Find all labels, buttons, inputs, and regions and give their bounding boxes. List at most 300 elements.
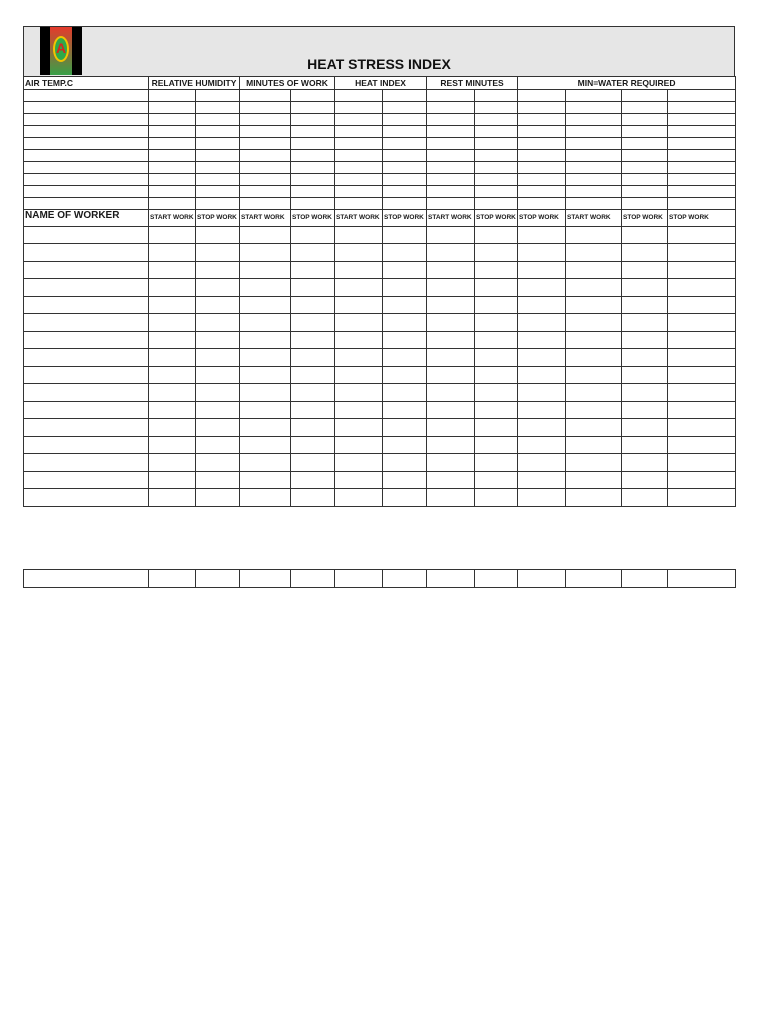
worker-cell[interactable]: [383, 349, 427, 367]
summary-cell[interactable]: [196, 570, 240, 588]
worker-cell[interactable]: [240, 244, 291, 262]
worker-cell[interactable]: [196, 384, 240, 402]
condition-cell[interactable]: [622, 90, 668, 102]
worker-cell[interactable]: [335, 437, 383, 454]
worker-cell[interactable]: [240, 332, 291, 349]
summary-cell[interactable]: [335, 570, 383, 588]
condition-cell[interactable]: [240, 150, 291, 162]
condition-cell[interactable]: [518, 114, 566, 126]
worker-cell[interactable]: [335, 297, 383, 314]
summary-cell[interactable]: [427, 570, 475, 588]
worker-cell[interactable]: [335, 367, 383, 384]
worker-cell[interactable]: [566, 332, 622, 349]
worker-cell[interactable]: [668, 279, 736, 297]
condition-cell[interactable]: [196, 162, 240, 174]
worker-cell[interactable]: [240, 279, 291, 297]
condition-cell[interactable]: [668, 126, 736, 138]
condition-cell[interactable]: [518, 138, 566, 150]
worker-cell[interactable]: [196, 244, 240, 262]
worker-cell[interactable]: [427, 472, 475, 489]
worker-cell[interactable]: [622, 367, 668, 384]
condition-cell[interactable]: [566, 114, 622, 126]
worker-cell[interactable]: [240, 402, 291, 419]
worker-cell[interactable]: [427, 262, 475, 279]
condition-cell[interactable]: [566, 186, 622, 198]
worker-cell-first[interactable]: [24, 332, 149, 349]
condition-cell[interactable]: [240, 138, 291, 150]
worker-cell[interactable]: [622, 227, 668, 244]
condition-cell[interactable]: [240, 126, 291, 138]
worker-cell[interactable]: [475, 437, 518, 454]
condition-cell[interactable]: [383, 186, 427, 198]
condition-cell[interactable]: [149, 138, 196, 150]
condition-cell[interactable]: [566, 150, 622, 162]
condition-cell[interactable]: [427, 162, 475, 174]
worker-cell-first[interactable]: [24, 472, 149, 489]
worker-cell[interactable]: [196, 332, 240, 349]
condition-cell[interactable]: [335, 150, 383, 162]
worker-cell[interactable]: [149, 262, 196, 279]
worker-cell[interactable]: [149, 314, 196, 332]
condition-cell[interactable]: [196, 126, 240, 138]
condition-cell[interactable]: [291, 138, 335, 150]
worker-cell[interactable]: [196, 297, 240, 314]
worker-cell[interactable]: [668, 419, 736, 437]
worker-cell[interactable]: [427, 419, 475, 437]
worker-cell[interactable]: [566, 262, 622, 279]
condition-cell[interactable]: [566, 90, 622, 102]
worker-cell[interactable]: [668, 489, 736, 507]
worker-cell[interactable]: [240, 472, 291, 489]
condition-cell-first[interactable]: [24, 162, 149, 174]
worker-cell-first[interactable]: [24, 227, 149, 244]
worker-cell[interactable]: [335, 227, 383, 244]
worker-cell[interactable]: [149, 489, 196, 507]
worker-cell[interactable]: [291, 384, 335, 402]
worker-cell[interactable]: [427, 489, 475, 507]
condition-cell[interactable]: [475, 90, 518, 102]
condition-cell[interactable]: [427, 102, 475, 114]
worker-cell[interactable]: [566, 384, 622, 402]
condition-cell[interactable]: [427, 138, 475, 150]
summary-cell[interactable]: [518, 570, 566, 588]
worker-cell[interactable]: [291, 367, 335, 384]
worker-cell[interactable]: [240, 437, 291, 454]
condition-cell-first[interactable]: [24, 138, 149, 150]
condition-cell[interactable]: [383, 126, 427, 138]
worker-cell[interactable]: [622, 349, 668, 367]
condition-cell[interactable]: [291, 90, 335, 102]
worker-cell-first[interactable]: [24, 489, 149, 507]
condition-cell[interactable]: [518, 186, 566, 198]
worker-cell[interactable]: [668, 349, 736, 367]
condition-cell[interactable]: [196, 186, 240, 198]
condition-cell-first[interactable]: [24, 102, 149, 114]
worker-cell[interactable]: [668, 297, 736, 314]
worker-cell[interactable]: [475, 297, 518, 314]
worker-cell[interactable]: [149, 402, 196, 419]
worker-cell[interactable]: [518, 349, 566, 367]
condition-cell[interactable]: [335, 162, 383, 174]
worker-cell[interactable]: [335, 384, 383, 402]
worker-cell[interactable]: [335, 454, 383, 472]
condition-cell[interactable]: [475, 162, 518, 174]
summary-cell[interactable]: [622, 570, 668, 588]
condition-cell[interactable]: [622, 126, 668, 138]
worker-cell[interactable]: [668, 367, 736, 384]
worker-cell[interactable]: [335, 489, 383, 507]
worker-cell[interactable]: [291, 472, 335, 489]
condition-cell[interactable]: [668, 114, 736, 126]
condition-cell[interactable]: [149, 174, 196, 186]
worker-cell[interactable]: [518, 419, 566, 437]
condition-cell[interactable]: [566, 174, 622, 186]
condition-cell[interactable]: [475, 186, 518, 198]
worker-cell[interactable]: [518, 314, 566, 332]
condition-cell[interactable]: [149, 162, 196, 174]
worker-cell[interactable]: [383, 314, 427, 332]
worker-cell[interactable]: [383, 262, 427, 279]
condition-cell[interactable]: [518, 198, 566, 210]
condition-cell[interactable]: [335, 186, 383, 198]
condition-cell[interactable]: [149, 198, 196, 210]
condition-cell[interactable]: [335, 138, 383, 150]
condition-cell[interactable]: [622, 198, 668, 210]
worker-cell[interactable]: [335, 419, 383, 437]
summary-cell-first[interactable]: [24, 570, 149, 588]
worker-cell[interactable]: [196, 454, 240, 472]
worker-cell[interactable]: [518, 279, 566, 297]
summary-cell[interactable]: [475, 570, 518, 588]
worker-cell[interactable]: [149, 227, 196, 244]
condition-cell[interactable]: [291, 162, 335, 174]
condition-cell[interactable]: [518, 126, 566, 138]
worker-cell[interactable]: [622, 489, 668, 507]
worker-cell[interactable]: [291, 297, 335, 314]
worker-cell[interactable]: [427, 402, 475, 419]
condition-cell[interactable]: [518, 90, 566, 102]
worker-cell[interactable]: [196, 437, 240, 454]
worker-cell[interactable]: [335, 402, 383, 419]
condition-cell[interactable]: [518, 150, 566, 162]
condition-cell-first[interactable]: [24, 198, 149, 210]
worker-cell-first[interactable]: [24, 349, 149, 367]
worker-cell[interactable]: [622, 279, 668, 297]
condition-cell[interactable]: [427, 126, 475, 138]
condition-cell[interactable]: [668, 138, 736, 150]
condition-cell[interactable]: [383, 114, 427, 126]
worker-cell[interactable]: [518, 402, 566, 419]
worker-cell[interactable]: [475, 262, 518, 279]
worker-cell[interactable]: [518, 454, 566, 472]
condition-cell[interactable]: [335, 90, 383, 102]
worker-cell[interactable]: [622, 297, 668, 314]
worker-cell[interactable]: [518, 262, 566, 279]
summary-cell[interactable]: [240, 570, 291, 588]
worker-cell[interactable]: [475, 454, 518, 472]
worker-cell[interactable]: [622, 314, 668, 332]
condition-cell[interactable]: [196, 138, 240, 150]
condition-cell[interactable]: [240, 174, 291, 186]
condition-cell[interactable]: [622, 138, 668, 150]
condition-cell[interactable]: [196, 90, 240, 102]
worker-cell[interactable]: [149, 279, 196, 297]
condition-cell[interactable]: [383, 162, 427, 174]
worker-cell[interactable]: [668, 227, 736, 244]
worker-cell[interactable]: [566, 244, 622, 262]
worker-cell[interactable]: [291, 419, 335, 437]
worker-cell[interactable]: [383, 419, 427, 437]
worker-cell[interactable]: [196, 349, 240, 367]
worker-cell[interactable]: [335, 314, 383, 332]
worker-cell[interactable]: [149, 244, 196, 262]
worker-cell[interactable]: [383, 279, 427, 297]
worker-cell[interactable]: [668, 402, 736, 419]
condition-cell-first[interactable]: [24, 174, 149, 186]
condition-cell[interactable]: [566, 198, 622, 210]
worker-cell[interactable]: [475, 367, 518, 384]
condition-cell[interactable]: [196, 102, 240, 114]
condition-cell[interactable]: [622, 186, 668, 198]
worker-cell[interactable]: [335, 332, 383, 349]
worker-cell[interactable]: [668, 262, 736, 279]
worker-cell[interactable]: [240, 367, 291, 384]
worker-cell[interactable]: [668, 437, 736, 454]
condition-cell[interactable]: [291, 150, 335, 162]
condition-cell[interactable]: [475, 114, 518, 126]
worker-cell-first[interactable]: [24, 384, 149, 402]
worker-cell[interactable]: [622, 437, 668, 454]
worker-cell-first[interactable]: [24, 437, 149, 454]
worker-cell[interactable]: [240, 454, 291, 472]
condition-cell[interactable]: [240, 114, 291, 126]
condition-cell[interactable]: [668, 174, 736, 186]
worker-cell[interactable]: [149, 367, 196, 384]
worker-cell[interactable]: [240, 489, 291, 507]
worker-cell-first[interactable]: [24, 367, 149, 384]
condition-cell[interactable]: [622, 102, 668, 114]
condition-cell[interactable]: [668, 150, 736, 162]
condition-cell[interactable]: [196, 150, 240, 162]
worker-cell[interactable]: [427, 367, 475, 384]
worker-cell[interactable]: [427, 297, 475, 314]
worker-cell[interactable]: [427, 384, 475, 402]
worker-cell[interactable]: [383, 367, 427, 384]
worker-cell[interactable]: [383, 384, 427, 402]
condition-cell[interactable]: [475, 150, 518, 162]
worker-cell[interactable]: [196, 402, 240, 419]
worker-cell[interactable]: [622, 384, 668, 402]
worker-cell[interactable]: [196, 419, 240, 437]
condition-cell[interactable]: [566, 126, 622, 138]
condition-cell[interactable]: [668, 186, 736, 198]
worker-cell[interactable]: [475, 472, 518, 489]
worker-cell[interactable]: [566, 349, 622, 367]
worker-cell[interactable]: [622, 454, 668, 472]
worker-cell[interactable]: [668, 472, 736, 489]
condition-cell[interactable]: [383, 138, 427, 150]
condition-cell-first[interactable]: [24, 150, 149, 162]
worker-cell[interactable]: [291, 262, 335, 279]
worker-cell[interactable]: [566, 279, 622, 297]
condition-cell[interactable]: [240, 90, 291, 102]
worker-cell[interactable]: [475, 279, 518, 297]
condition-cell[interactable]: [240, 186, 291, 198]
condition-cell[interactable]: [668, 90, 736, 102]
worker-cell[interactable]: [518, 367, 566, 384]
condition-cell[interactable]: [475, 102, 518, 114]
worker-cell[interactable]: [668, 332, 736, 349]
worker-cell[interactable]: [668, 314, 736, 332]
worker-cell[interactable]: [335, 349, 383, 367]
summary-cell[interactable]: [668, 570, 736, 588]
condition-cell[interactable]: [668, 162, 736, 174]
worker-cell[interactable]: [566, 367, 622, 384]
condition-cell[interactable]: [291, 198, 335, 210]
worker-cell[interactable]: [335, 262, 383, 279]
condition-cell[interactable]: [475, 126, 518, 138]
worker-cell[interactable]: [291, 279, 335, 297]
worker-cell[interactable]: [427, 227, 475, 244]
condition-cell[interactable]: [196, 198, 240, 210]
worker-cell[interactable]: [383, 402, 427, 419]
worker-cell[interactable]: [335, 244, 383, 262]
condition-cell[interactable]: [291, 186, 335, 198]
worker-cell[interactable]: [291, 227, 335, 244]
condition-cell[interactable]: [149, 90, 196, 102]
condition-cell-first[interactable]: [24, 90, 149, 102]
worker-cell[interactable]: [196, 279, 240, 297]
condition-cell[interactable]: [622, 174, 668, 186]
worker-cell[interactable]: [622, 244, 668, 262]
worker-cell[interactable]: [149, 472, 196, 489]
condition-cell[interactable]: [149, 102, 196, 114]
condition-cell[interactable]: [291, 174, 335, 186]
condition-cell[interactable]: [383, 102, 427, 114]
condition-cell[interactable]: [149, 150, 196, 162]
worker-cell[interactable]: [383, 227, 427, 244]
condition-cell[interactable]: [518, 174, 566, 186]
condition-cell[interactable]: [427, 114, 475, 126]
worker-cell[interactable]: [427, 314, 475, 332]
worker-cell[interactable]: [475, 227, 518, 244]
worker-cell[interactable]: [668, 244, 736, 262]
worker-cell[interactable]: [622, 262, 668, 279]
worker-cell[interactable]: [383, 454, 427, 472]
worker-cell[interactable]: [518, 332, 566, 349]
worker-cell[interactable]: [383, 437, 427, 454]
worker-cell-first[interactable]: [24, 314, 149, 332]
worker-cell[interactable]: [291, 454, 335, 472]
worker-cell[interactable]: [291, 314, 335, 332]
condition-cell[interactable]: [291, 114, 335, 126]
condition-cell[interactable]: [566, 102, 622, 114]
worker-cell[interactable]: [518, 437, 566, 454]
condition-cell[interactable]: [427, 198, 475, 210]
condition-cell[interactable]: [240, 162, 291, 174]
worker-cell[interactable]: [240, 349, 291, 367]
worker-cell[interactable]: [475, 349, 518, 367]
condition-cell[interactable]: [518, 162, 566, 174]
worker-cell[interactable]: [149, 437, 196, 454]
worker-cell[interactable]: [291, 244, 335, 262]
worker-cell[interactable]: [149, 384, 196, 402]
worker-cell-first[interactable]: [24, 262, 149, 279]
worker-cell[interactable]: [518, 472, 566, 489]
condition-cell[interactable]: [335, 126, 383, 138]
condition-cell[interactable]: [149, 186, 196, 198]
summary-cell[interactable]: [149, 570, 196, 588]
worker-cell[interactable]: [427, 454, 475, 472]
condition-cell[interactable]: [335, 198, 383, 210]
worker-cell[interactable]: [475, 384, 518, 402]
worker-cell[interactable]: [427, 244, 475, 262]
worker-cell[interactable]: [566, 402, 622, 419]
worker-cell[interactable]: [475, 489, 518, 507]
condition-cell[interactable]: [240, 102, 291, 114]
worker-cell[interactable]: [518, 297, 566, 314]
worker-cell[interactable]: [291, 437, 335, 454]
condition-cell[interactable]: [196, 174, 240, 186]
condition-cell[interactable]: [383, 174, 427, 186]
worker-cell[interactable]: [518, 489, 566, 507]
condition-cell[interactable]: [149, 114, 196, 126]
condition-cell[interactable]: [668, 198, 736, 210]
worker-cell[interactable]: [566, 297, 622, 314]
worker-cell-first[interactable]: [24, 402, 149, 419]
worker-cell[interactable]: [427, 279, 475, 297]
condition-cell[interactable]: [335, 174, 383, 186]
condition-cell[interactable]: [475, 198, 518, 210]
worker-cell[interactable]: [518, 227, 566, 244]
condition-cell[interactable]: [291, 102, 335, 114]
worker-cell-first[interactable]: [24, 297, 149, 314]
worker-cell[interactable]: [427, 437, 475, 454]
worker-cell[interactable]: [240, 314, 291, 332]
condition-cell[interactable]: [622, 114, 668, 126]
condition-cell[interactable]: [566, 138, 622, 150]
worker-cell[interactable]: [427, 349, 475, 367]
worker-cell-first[interactable]: [24, 419, 149, 437]
worker-cell-first[interactable]: [24, 454, 149, 472]
worker-cell[interactable]: [149, 419, 196, 437]
condition-cell-first[interactable]: [24, 114, 149, 126]
worker-cell[interactable]: [383, 297, 427, 314]
condition-cell[interactable]: [427, 186, 475, 198]
worker-cell[interactable]: [291, 489, 335, 507]
worker-cell[interactable]: [622, 332, 668, 349]
worker-cell[interactable]: [291, 402, 335, 419]
worker-cell[interactable]: [291, 349, 335, 367]
condition-cell[interactable]: [566, 162, 622, 174]
condition-cell[interactable]: [427, 174, 475, 186]
summary-cell[interactable]: [291, 570, 335, 588]
worker-cell[interactable]: [518, 384, 566, 402]
worker-cell-first[interactable]: [24, 279, 149, 297]
summary-cell[interactable]: [566, 570, 622, 588]
condition-cell[interactable]: [335, 114, 383, 126]
worker-cell[interactable]: [149, 349, 196, 367]
condition-cell[interactable]: [622, 162, 668, 174]
condition-cell[interactable]: [427, 150, 475, 162]
condition-cell[interactable]: [383, 150, 427, 162]
worker-cell-first[interactable]: [24, 244, 149, 262]
worker-cell[interactable]: [475, 332, 518, 349]
condition-cell[interactable]: [475, 138, 518, 150]
condition-cell[interactable]: [240, 198, 291, 210]
worker-cell[interactable]: [622, 402, 668, 419]
worker-cell[interactable]: [475, 244, 518, 262]
